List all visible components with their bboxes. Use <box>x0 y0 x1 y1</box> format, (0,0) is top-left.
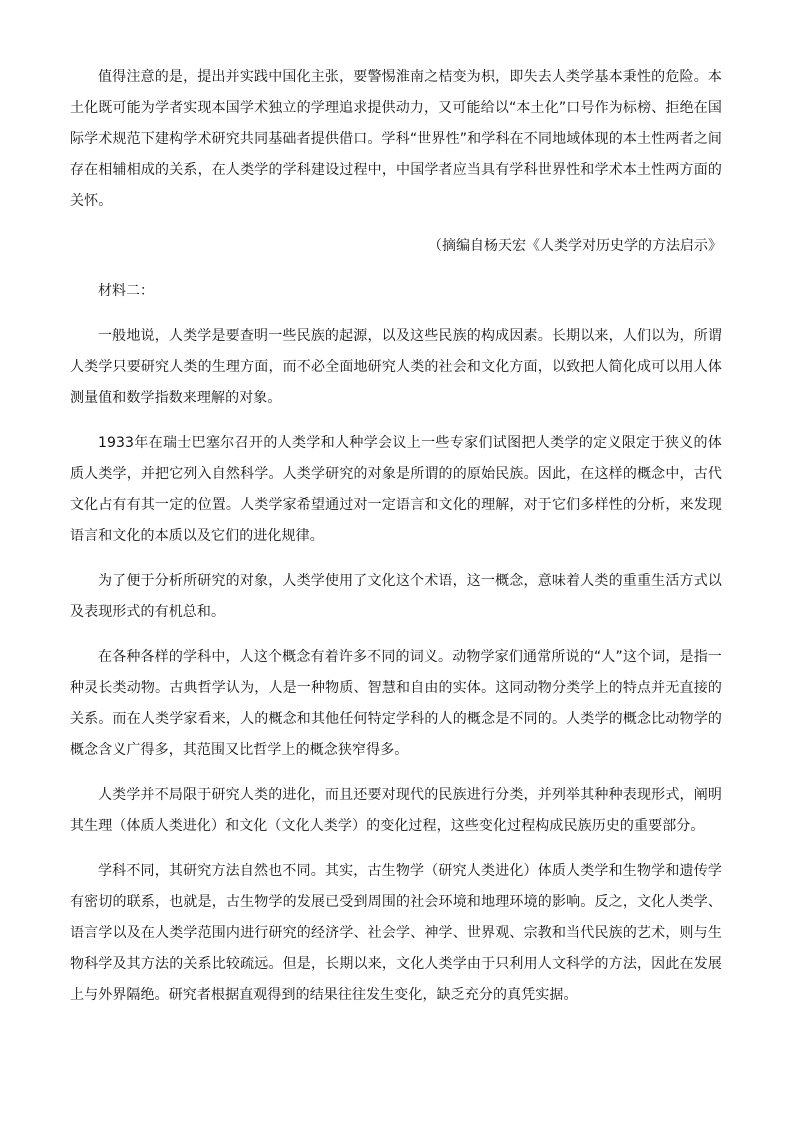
paragraph-intro: 值得注意的是，提出并实践中国化主张，要警惕淮南之桔变为枳，即失去人类学基本秉性的危险。本土化既可能为学者实现本国学术独立的学理追求提供动力，又可能给以“本土化”口号作为标榜、拒绝在国际学术规范下建构学术研究共同基础者提供借口。学科“世界性”和学科在不同地域体现的本土性两者之间存在相辅相成的关系，在人类学的学科建设过程中，中国学者应当具有学科世界性和学术本土性两方面的关怀。 <box>70 69 722 209</box>
paragraph-1: 一般地说，人类学是要查明一些民族的起源，以及这些民族的构成因素。长期以来，人们以为，所谓人类学只要研究人类的生理方面，而不必全面地研究人类的社会和文化方面，以致把人简化成可以用人体测量值和数学指数来理解的对象。 <box>70 328 722 406</box>
paragraph-4: 在各种各样的学科中，人这个概念有着许多不同的词义。动物学家们通常所说的“人”这个词，是指一种灵长类动物。古典哲学认为，人是一种物质、智慧和自由的实体。这同动物分类学上的特点并无直接的关系。而在人类学家看来，人的概念和其他任何特定学科的人的概念是不同的。人类学的概念比动物学的概念含义广得多，其范围又比哲学上的概念狭窄得多。 <box>70 649 722 758</box>
source-citation: （摘编自杨天宏《人类学对历史学的方法启示》 <box>428 238 722 254</box>
paragraph-5: 人类学并不局限于研究人类的进化，而且还要对现代的民族进行分类，并列举其种种表现形式，阐明其生理（体质人类进化）和文化（文化人类学）的变化过程，这些变化过程构成民族历史的重要部分。 <box>70 787 722 834</box>
paragraph-2: 1933年在瑞士巴塞尔召开的人类学和人种学会议上一些专家们试图把人类学的定义限定于狭义的体质人类学，并把它列入自然科学。人类学研究的对象是所谓的的原始民族。因此，在这样的概念中，古代文化占有有其一定的位置。人类学家希望通过对一定语言和文化的理解，对于它们多样性的分析，来发现语言和文化的本质以及它们的进化规律。 <box>70 435 722 544</box>
section-label: 材料二： <box>98 283 154 299</box>
document-page <box>70 62 722 1011</box>
paragraph-6: 学科不同，其研究方法自然也不同。其实，古生物学（研究人类进化）体质人类学和生物学和遗传学有密切的联系，也就是，古生物学的发展已受到周围的社会环境和地理环境的影响。反之，文化人类学、语言学以及在人类学范围内进行研究的经济学、社会学、神学、世界观、宗教和当代民族的艺术，则与生物科学及其方法的关系比较疏远。但是，长期以来，文化人类学由于只利用人文科学的方法，因此在发展上与外界隔绝。研究者根据直观得到的结果往往发生变化，缺乏充分的真凭实据。 <box>70 863 722 1003</box>
paragraph-3: 为了便于分析所研究的对象，人类学使用了文化这个术语，这一概念，意味着人类的重重生活方式以及表现形式的有机总和。 <box>70 573 722 620</box>
